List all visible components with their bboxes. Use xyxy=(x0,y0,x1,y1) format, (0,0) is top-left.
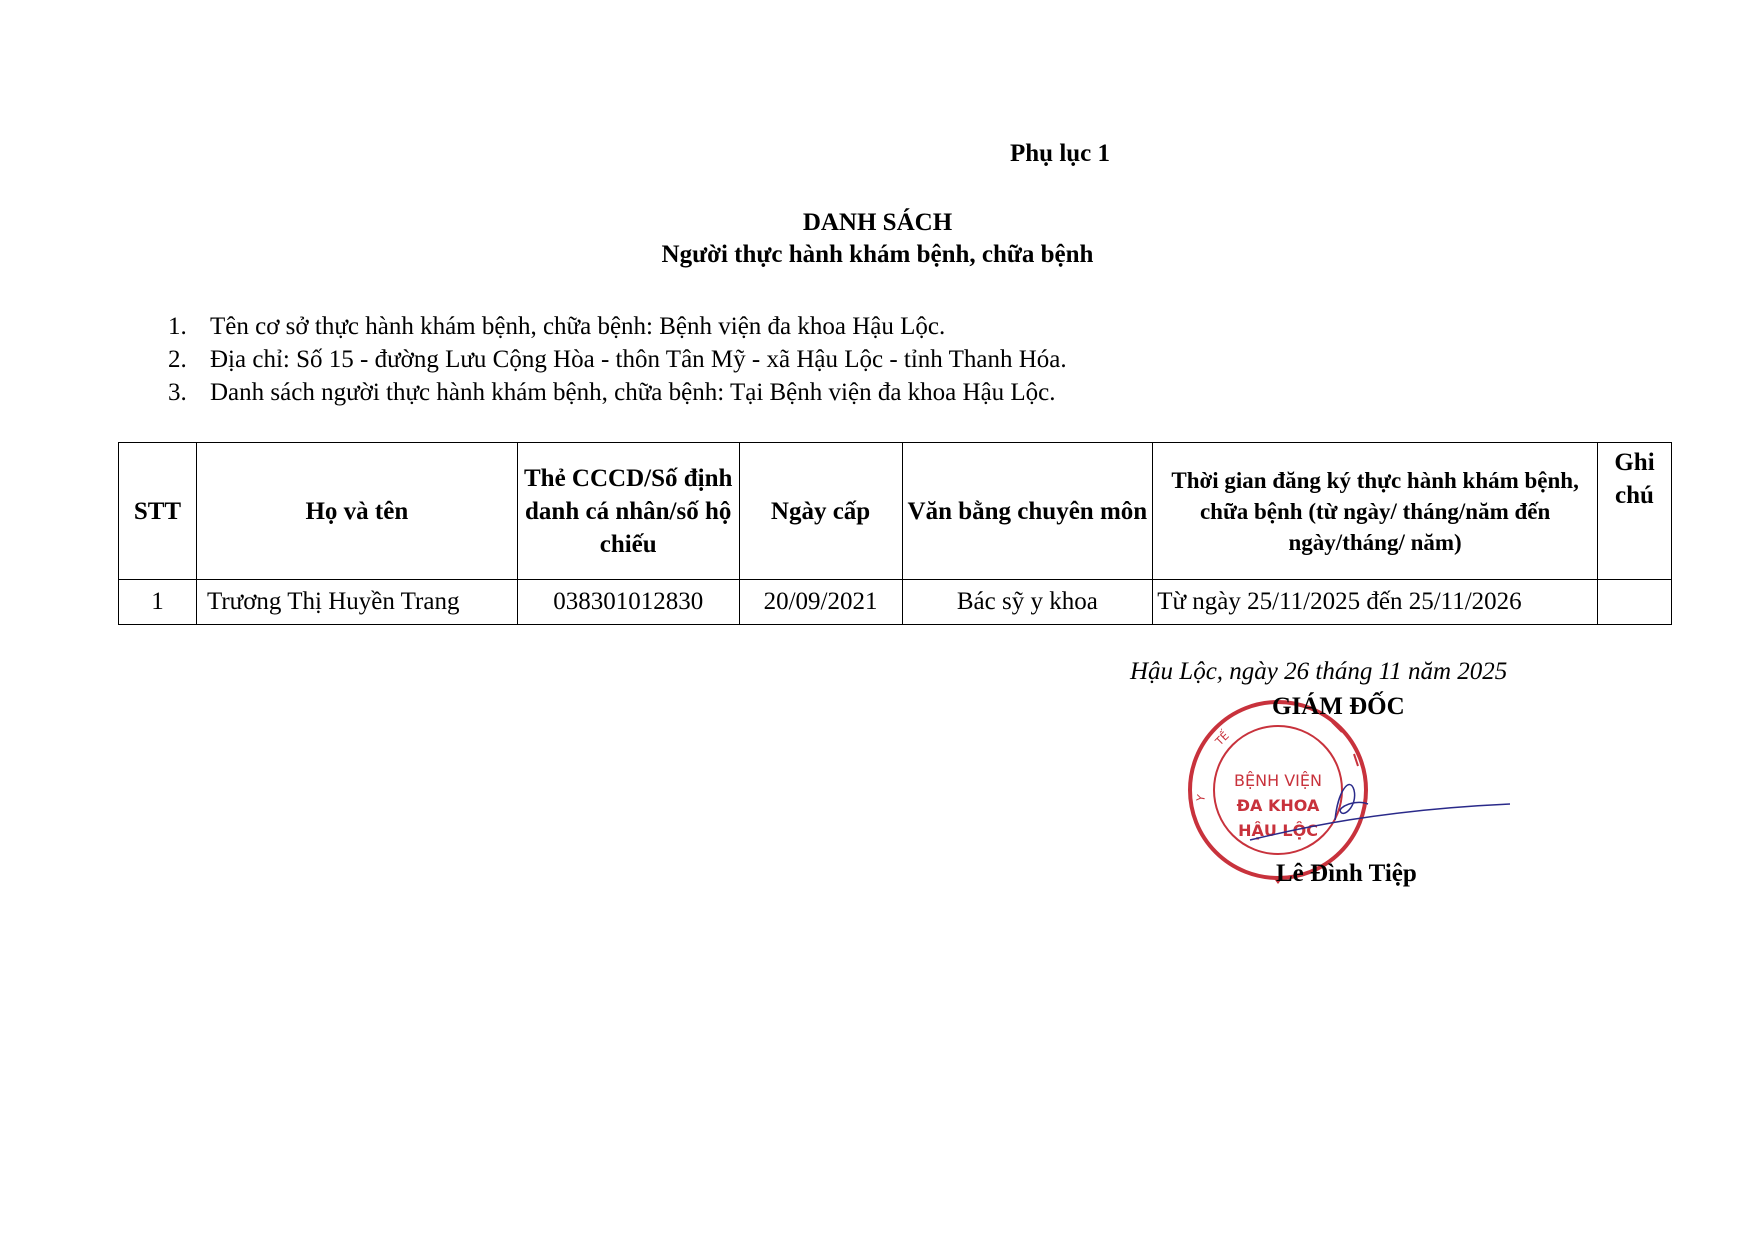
svg-text:TẾ: TẾ xyxy=(1212,729,1232,749)
info-text: Danh sách người thực hành khám bệnh, chữa bệnh: Tại Bệnh viện đa khoa Hậu Lộc. xyxy=(210,379,1056,406)
header-issue-date: Ngày cấp xyxy=(739,443,902,580)
info-number: 1. xyxy=(168,313,187,340)
cell-issue-date: 20/09/2021 xyxy=(739,580,902,625)
document-title: DANH SÁCH xyxy=(802,209,953,236)
appendix-label: Phụ lục 1 xyxy=(1010,140,1111,167)
info-text: Địa chỉ: Số 15 - đường Lưu Cộng Hòa - thôn Tân Mỹ - xã Hậu Lộc - tỉnh Thanh Hóa. xyxy=(210,346,1067,373)
cell-practice-time: Từ ngày 25/11/2025 đến 25/11/2026 xyxy=(1153,580,1598,625)
header-degree: Văn bằng chuyên môn xyxy=(902,443,1153,580)
info-number: 2. xyxy=(168,346,187,373)
header-stt: STT xyxy=(119,443,197,580)
header-name: Họ và tên xyxy=(196,443,517,580)
table-row xyxy=(119,580,1672,625)
table-header-row xyxy=(119,443,1672,580)
svg-text:Y: Y xyxy=(1194,793,1209,803)
stamp-line-1: BỆNH VIỆN xyxy=(1234,771,1322,790)
stamp-line-3: HẬU LỘC xyxy=(1238,821,1318,840)
document-subtitle: Người thực hành khám bệnh, chữa bệnh xyxy=(661,241,1094,268)
cell-stt: 1 xyxy=(119,580,197,625)
cell-note xyxy=(1598,580,1672,625)
info-list xyxy=(168,310,1067,409)
info-item-address xyxy=(168,343,1067,376)
info-text: Tên cơ sở thực hành khám bệnh, chữa bệnh: Bệnh viện đa khoa Hậu Lộc. xyxy=(210,313,946,340)
header-id: Thẻ CCCD/Số định danh cá nhân/số hộ chiếu xyxy=(517,443,739,580)
header-practice-time: Thời gian đăng ký thực hành khám bệnh, chữa bệnh (từ ngày/ tháng/năm đến ngày/tháng/ năm) xyxy=(1153,443,1598,580)
stamp-line-2: ĐA KHOA xyxy=(1236,796,1320,815)
header-note: Ghi chú xyxy=(1598,443,1672,580)
signer-name: Lê Đình Tiệp xyxy=(1276,860,1417,887)
place-date: Hậu Lộc, ngày 26 tháng 11 năm 2025 xyxy=(1130,658,1508,685)
cell-degree: Bác sỹ y khoa xyxy=(902,580,1153,625)
practitioner-table xyxy=(118,442,1672,625)
signer-position: GIÁM ĐỐC xyxy=(1272,693,1405,720)
info-item-list-description xyxy=(168,376,1067,409)
info-item-facility xyxy=(168,310,1067,343)
info-number: 3. xyxy=(168,379,187,406)
handwritten-signature xyxy=(1240,770,1520,850)
cell-id: 038301012830 xyxy=(517,580,739,625)
cell-name: Trương Thị Huyền Trang xyxy=(196,580,517,625)
